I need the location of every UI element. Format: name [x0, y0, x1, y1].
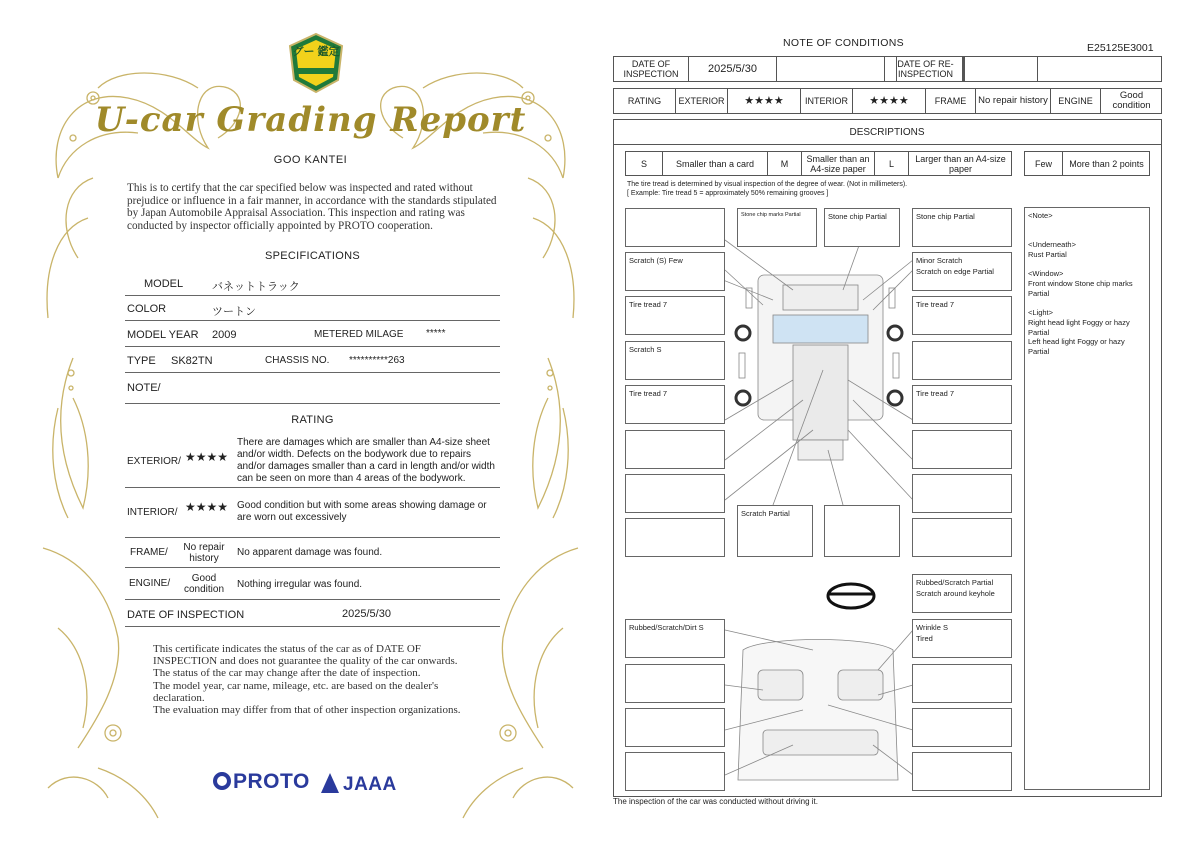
frame-grade: No repair history	[183, 542, 225, 564]
underneath-text: Rust Partial	[1028, 249, 1067, 259]
damage-box	[912, 474, 1012, 513]
damage-line: Wrinkle S	[916, 623, 948, 632]
descriptions-divider	[613, 144, 1161, 145]
legend-s: S	[626, 152, 663, 175]
damage-box	[625, 518, 725, 557]
jaaa-mark-icon	[321, 773, 339, 793]
window-heading: <Window>	[1028, 268, 1064, 278]
damage-box: Stone chip Partial	[824, 208, 900, 247]
spec-row-type	[125, 347, 500, 373]
proto-logo	[213, 770, 310, 794]
damage-line: Rubbed/Scratch Partial	[916, 578, 994, 587]
engine-description: Nothing irregular was found.	[237, 579, 363, 590]
model-label: MODEL	[144, 278, 184, 290]
date-label: DATE OF INSPECTION	[127, 609, 245, 621]
report-title: U-car Grading Report	[94, 100, 527, 140]
damage-box	[625, 208, 725, 247]
damage-box	[912, 252, 1012, 291]
damage-box	[912, 341, 1012, 380]
damage-box: Tire tread 7	[625, 296, 725, 335]
legend-few-desc: More than 2 points	[1069, 158, 1144, 169]
exterior-description: There are damages which are smaller than A4-size sheet and/or width. Defects on the bodywork due to repairs and/or damages smaller than a card in length and/or width can be seen on more than 4 areas of the bodywork.	[237, 437, 495, 484]
damage-box: Scratch Partial	[737, 505, 813, 557]
interior-description: Good condition but with some areas showing damage or are worn out excessively	[237, 500, 487, 523]
specifications-heading: SPECIFICATIONS	[264, 250, 361, 262]
damage-box: Scratch (S) Few	[625, 252, 725, 291]
damage-line: Minor Scratch	[916, 256, 963, 265]
interior-label: INTERIOR	[801, 89, 853, 113]
damage-box	[625, 752, 725, 791]
damage-box	[625, 474, 725, 513]
blank-cell	[1038, 57, 1162, 81]
noc-id: E25125E3001	[1087, 42, 1154, 54]
few-legend	[1024, 151, 1150, 176]
rating-bar	[613, 88, 1162, 114]
interior-label: INTERIOR/	[127, 507, 178, 518]
frame-description: No apparent damage was found.	[237, 547, 383, 558]
damage-box: Stone chip Partial	[912, 208, 1012, 247]
engine-label: ENGINE	[1051, 89, 1101, 113]
rating-heading: RATING	[291, 414, 334, 426]
damage-box	[912, 664, 1012, 703]
underneath-heading: <Underneath>	[1028, 239, 1076, 249]
damage-box	[912, 430, 1012, 469]
reinspection-value	[963, 57, 1038, 81]
chassis-label: CHASSIS NO.	[265, 355, 330, 366]
size-legend	[625, 151, 1012, 176]
light-text: Right head light Foggy or hazy Partial	[1028, 317, 1130, 337]
footer-line: The evaluation may differ from that of other inspection organizations.	[153, 704, 461, 717]
tread-note-line: The tire tread is determined by visual inspection of the degree of wear. (Not in millimeters).	[627, 181, 908, 188]
spec-row-model	[125, 270, 500, 296]
damage-line: Tired	[916, 634, 933, 643]
blank-cell	[777, 57, 884, 81]
exterior-stars: ★★★★	[728, 89, 801, 113]
spec-row-year	[125, 321, 500, 347]
legend-l: L	[875, 152, 909, 175]
noc-title: NOTE OF CONDITIONS	[783, 37, 904, 49]
engine-value: Good condition	[1112, 90, 1151, 111]
damage-box: Tire tread 7	[625, 385, 725, 424]
model-year-label: MODEL YEAR	[127, 329, 199, 341]
damage-line: Scratch around keyhole	[916, 589, 995, 598]
damage-box: Scratch S	[625, 341, 725, 380]
model-year-value: 2009	[212, 329, 237, 341]
spec-row-color	[125, 296, 500, 321]
milage-value: *****	[426, 328, 446, 339]
damage-box	[625, 708, 725, 747]
window-text: Front window Stone chip marks Partial	[1028, 278, 1133, 298]
badge-text: グー 鑑定	[292, 46, 340, 58]
proto-logo-text: PROTO	[233, 770, 310, 793]
footer-line: declaration.	[153, 691, 205, 704]
interior-stars: ★★★★	[853, 89, 926, 113]
damage-box	[912, 708, 1012, 747]
frame-value: No repair history	[976, 89, 1051, 113]
legend-few: Few	[1025, 152, 1063, 175]
damage-box	[912, 518, 1012, 557]
rating-row-engine	[125, 568, 500, 600]
certificate-footer	[153, 643, 493, 716]
light-note	[1028, 308, 1146, 357]
date-value: 2025/5/30	[342, 608, 391, 620]
tread-note-line: [ Example: Tire tread 5 = approximately 50% remaining grooves ]	[627, 190, 829, 197]
exterior-label: EXTERIOR	[676, 89, 728, 113]
descriptions-title: DESCRIPTIONS	[849, 127, 925, 138]
legend-s-desc: Smaller than a card	[663, 152, 768, 175]
legend-l-desc: Larger than an A4-size paper	[915, 153, 1006, 174]
damage-box	[912, 752, 1012, 791]
engine-label: ENGINE/	[129, 578, 171, 589]
certificate-intro: This is to certify that the car specified below was inspected and rated without prejudice or influence in a fair manner, in accordance with the standards stipulated by Japan Automobile Appraisal Association. This inspection and rating was conducted by inspector officially appointed by PROTO cooperation.	[127, 182, 497, 232]
report-subtitle: GOO KANTEI	[273, 154, 348, 166]
rating-row-exterior	[125, 434, 500, 488]
note-label: NOTE/	[127, 382, 161, 394]
chassis-value: **********263	[349, 355, 405, 366]
damage-box	[625, 430, 725, 469]
color-label: COLOR	[127, 303, 167, 315]
grading-certificate	[38, 28, 583, 828]
exterior-stars: ★★★★	[185, 450, 229, 464]
notes-panel	[1024, 207, 1150, 790]
underneath-note	[1028, 240, 1146, 260]
frame-label: FRAME	[926, 89, 976, 113]
damage-box: Tire tread 7	[912, 385, 1012, 424]
color-value: ツートン	[212, 306, 256, 318]
jaaa-logo-text: JAAA	[343, 774, 397, 795]
light-heading: <Light>	[1028, 307, 1054, 317]
footer-line: The status of the car may change after the date of inspection.	[153, 667, 421, 680]
type-label: TYPE	[127, 355, 156, 367]
jaaa-logo	[321, 773, 397, 796]
rating-row-interior	[125, 488, 500, 538]
window-note	[1028, 269, 1146, 298]
spec-row-note	[125, 373, 500, 404]
damage-line: Scratch on edge Partial	[916, 267, 994, 276]
proto-q-icon	[213, 772, 231, 790]
reinspection-label: DATE OF RE-INSPECTION	[889, 57, 963, 81]
damage-box	[625, 664, 725, 703]
date-value: 2025/5/30	[689, 57, 777, 81]
damage-box	[912, 619, 1012, 658]
type-value: SK82TN	[171, 355, 213, 367]
footer-line: INSPECTION and does not guarantee the quality of the car onwards.	[153, 655, 458, 668]
goo-kantei-badge	[287, 32, 345, 94]
rating-row-frame	[125, 538, 500, 568]
engine-grade: Good condition	[183, 573, 225, 595]
inspection-footnote: The inspection of the car was conducted without driving it.	[613, 797, 818, 806]
model-value: バネットトラック	[212, 281, 300, 293]
inspection-date-row	[125, 600, 500, 627]
tread-note	[627, 180, 907, 198]
damage-box	[824, 505, 900, 557]
damage-box: Rubbed/Scratch/Dirt S	[625, 619, 725, 658]
footer-line: This certificate indicates the status of the car as of DATE OF	[153, 643, 421, 655]
damage-box: Tire tread 7	[912, 296, 1012, 335]
interior-stars: ★★★★	[185, 500, 229, 514]
legend-m-desc: Smaller than an A4-size paper	[802, 152, 875, 175]
light-text: Left head light Foggy or hazy Partial	[1028, 337, 1125, 357]
frame-label: FRAME/	[130, 547, 168, 558]
milage-label: METERED MILAGE	[314, 329, 404, 340]
exterior-label: EXTERIOR/	[127, 456, 181, 467]
note-heading: <Note>	[1028, 211, 1053, 220]
rating-label: RATING	[614, 89, 676, 113]
inspection-dates-bar	[613, 56, 1162, 82]
footer-line: The model year, car name, mileage, etc. are based on the dealer's	[153, 679, 439, 692]
damage-box	[912, 574, 1012, 613]
date-label: DATE OF INSPECTION	[614, 57, 689, 81]
damage-box: Stone chip marks Partial	[737, 208, 817, 247]
legend-m: M	[768, 152, 802, 175]
